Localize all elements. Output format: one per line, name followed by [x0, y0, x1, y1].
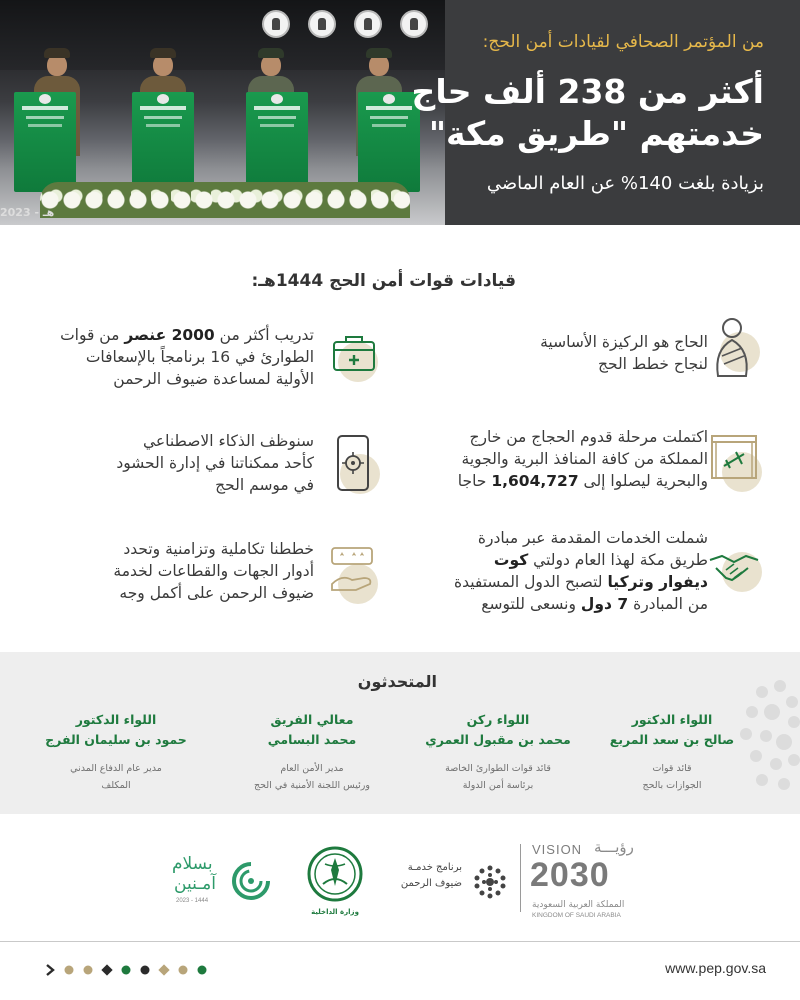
luggage-gate-icon — [706, 430, 762, 486]
vision-2030-logo: VISION رؤيـــة 2030 المملكة العربية السعودية KINGDOM OF SAUDI ARABIA — [530, 838, 634, 919]
header-subtitle: من المؤتمر الصحافي لقيادات أمن الحج: — [482, 32, 764, 52]
footer-dot-icon — [141, 966, 150, 975]
program-star-icon — [470, 862, 510, 902]
footer-dot-icon — [122, 966, 131, 975]
first-aid-kit-icon — [326, 326, 382, 382]
pilgrims-program-logo: برنامج خدمـة ضيوف الرحمن — [395, 862, 510, 902]
press-conference-photo — [0, 0, 445, 225]
speaker-card: اللواء الدكتور حمود بن سليمان الفرج مدير عام الدفاع المدني المكلف — [45, 712, 187, 791]
flower-arrangement — [40, 182, 410, 218]
emblem-icon — [354, 10, 382, 38]
podium — [132, 92, 194, 192]
item-pilgrim-line2: لنجاح خطط الحج — [597, 355, 708, 373]
footer-dot-icon — [47, 965, 53, 975]
item-arrivals: اكتملت مرحلة قدوم الحجاج من خارج المملكة من كافة المنافذ البرية والجوية والبحرية ليصلوا إلى 1,604,727 حاجا — [457, 428, 708, 490]
speakers-section — [0, 652, 800, 814]
footer-decoration-icon — [44, 963, 244, 977]
speaker-card: اللواء الدكتور صالح بن سعد المربع قائد قوات الجوازات بالحج — [609, 712, 735, 791]
header-title-line1: أكثر من 238 ألف حاج — [411, 72, 764, 111]
logo-divider — [520, 844, 521, 912]
rating-hand-icon — [326, 544, 382, 600]
podium — [14, 92, 76, 192]
speakers-title: المتحدثون — [357, 672, 437, 691]
website-url[interactable]: www.pep.gov.sa — [665, 960, 766, 976]
header-banner — [0, 0, 800, 225]
item-pilgrim — [448, 331, 708, 375]
pilgrim-icon — [706, 316, 762, 372]
ai-phone-icon — [330, 434, 386, 490]
floor-text: 2023 - هـ — [0, 206, 55, 219]
moi-emblem-icon — [305, 844, 365, 904]
section-title: قيادات قوات أمن الحج 1444هـ: — [251, 271, 516, 291]
item-arrivals-bold: 1,604,727 — [491, 472, 579, 490]
footer-dot-icon — [84, 966, 93, 975]
podium — [246, 92, 308, 192]
item-makkah-route: شملت الخدمات المقدمة عبر مبادرة طريق مكة لهذا العام دولتي كوت ديفوار وتركيا لتصبح الدول المستفيدة من المبادرة 7 دول ونسعى للتوسع — [453, 529, 708, 613]
salam-circle-icon — [230, 860, 272, 902]
speaker-card: معالي الفريق محمد البسامي مدير الأمن العام ورئيس اللجنة الأمنية في الحج — [254, 712, 370, 791]
emblem-icon — [400, 10, 428, 38]
footer-dot-icon — [101, 964, 112, 975]
emblem-icon — [308, 10, 336, 38]
handshake-icon — [706, 538, 762, 594]
emblem-icon — [262, 10, 290, 38]
header-subtitle2: بزيادة بلغت 140% عن العام الماضي — [486, 173, 764, 194]
item-pilgrim-line1: الحاج هو الركيزة الأساسية — [540, 333, 708, 351]
logos-row — [0, 814, 800, 942]
item-ai: سنوظف الذكاء الاصطناعي كأحد ممكناتنا في إدارة الحشود في موسم الحج — [116, 432, 314, 494]
footer-dot-icon — [198, 966, 207, 975]
footer-dot-icon — [65, 966, 74, 975]
item-training: تدريب أكثر من 2000 عنصر من قوات الطوارئ في 16 برنامجاً بالإسعافات الأولية لمساعدة ضيوف الرحمن — [60, 326, 314, 388]
salam-amenin-logo: بسلام آمـنين 2023 - 1444 — [168, 854, 278, 914]
ministry-of-interior-logo: وزارة الداخلية — [305, 844, 365, 924]
speaker-card: اللواء ركن محمد بن مقبول العمري قائد قوات الطوارئ الخاصة برئاسة أمن الدولة — [425, 712, 571, 791]
emblems-row — [262, 10, 442, 40]
header-text-block — [411, 0, 800, 225]
footer-divider — [0, 941, 800, 942]
header-title-line2: خدمتهم "طريق مكة" — [428, 114, 764, 153]
item-training-bold: 2000 عنصر — [124, 326, 215, 344]
footer-dot-icon — [179, 966, 188, 975]
item-plans: خططنا تكاملية وتزامنية وتحدد أدوار الجهات والقطاعات لخدمة ضيوف الرحمن على أكمل وجه — [113, 540, 314, 602]
footer-dot-icon — [158, 964, 169, 975]
